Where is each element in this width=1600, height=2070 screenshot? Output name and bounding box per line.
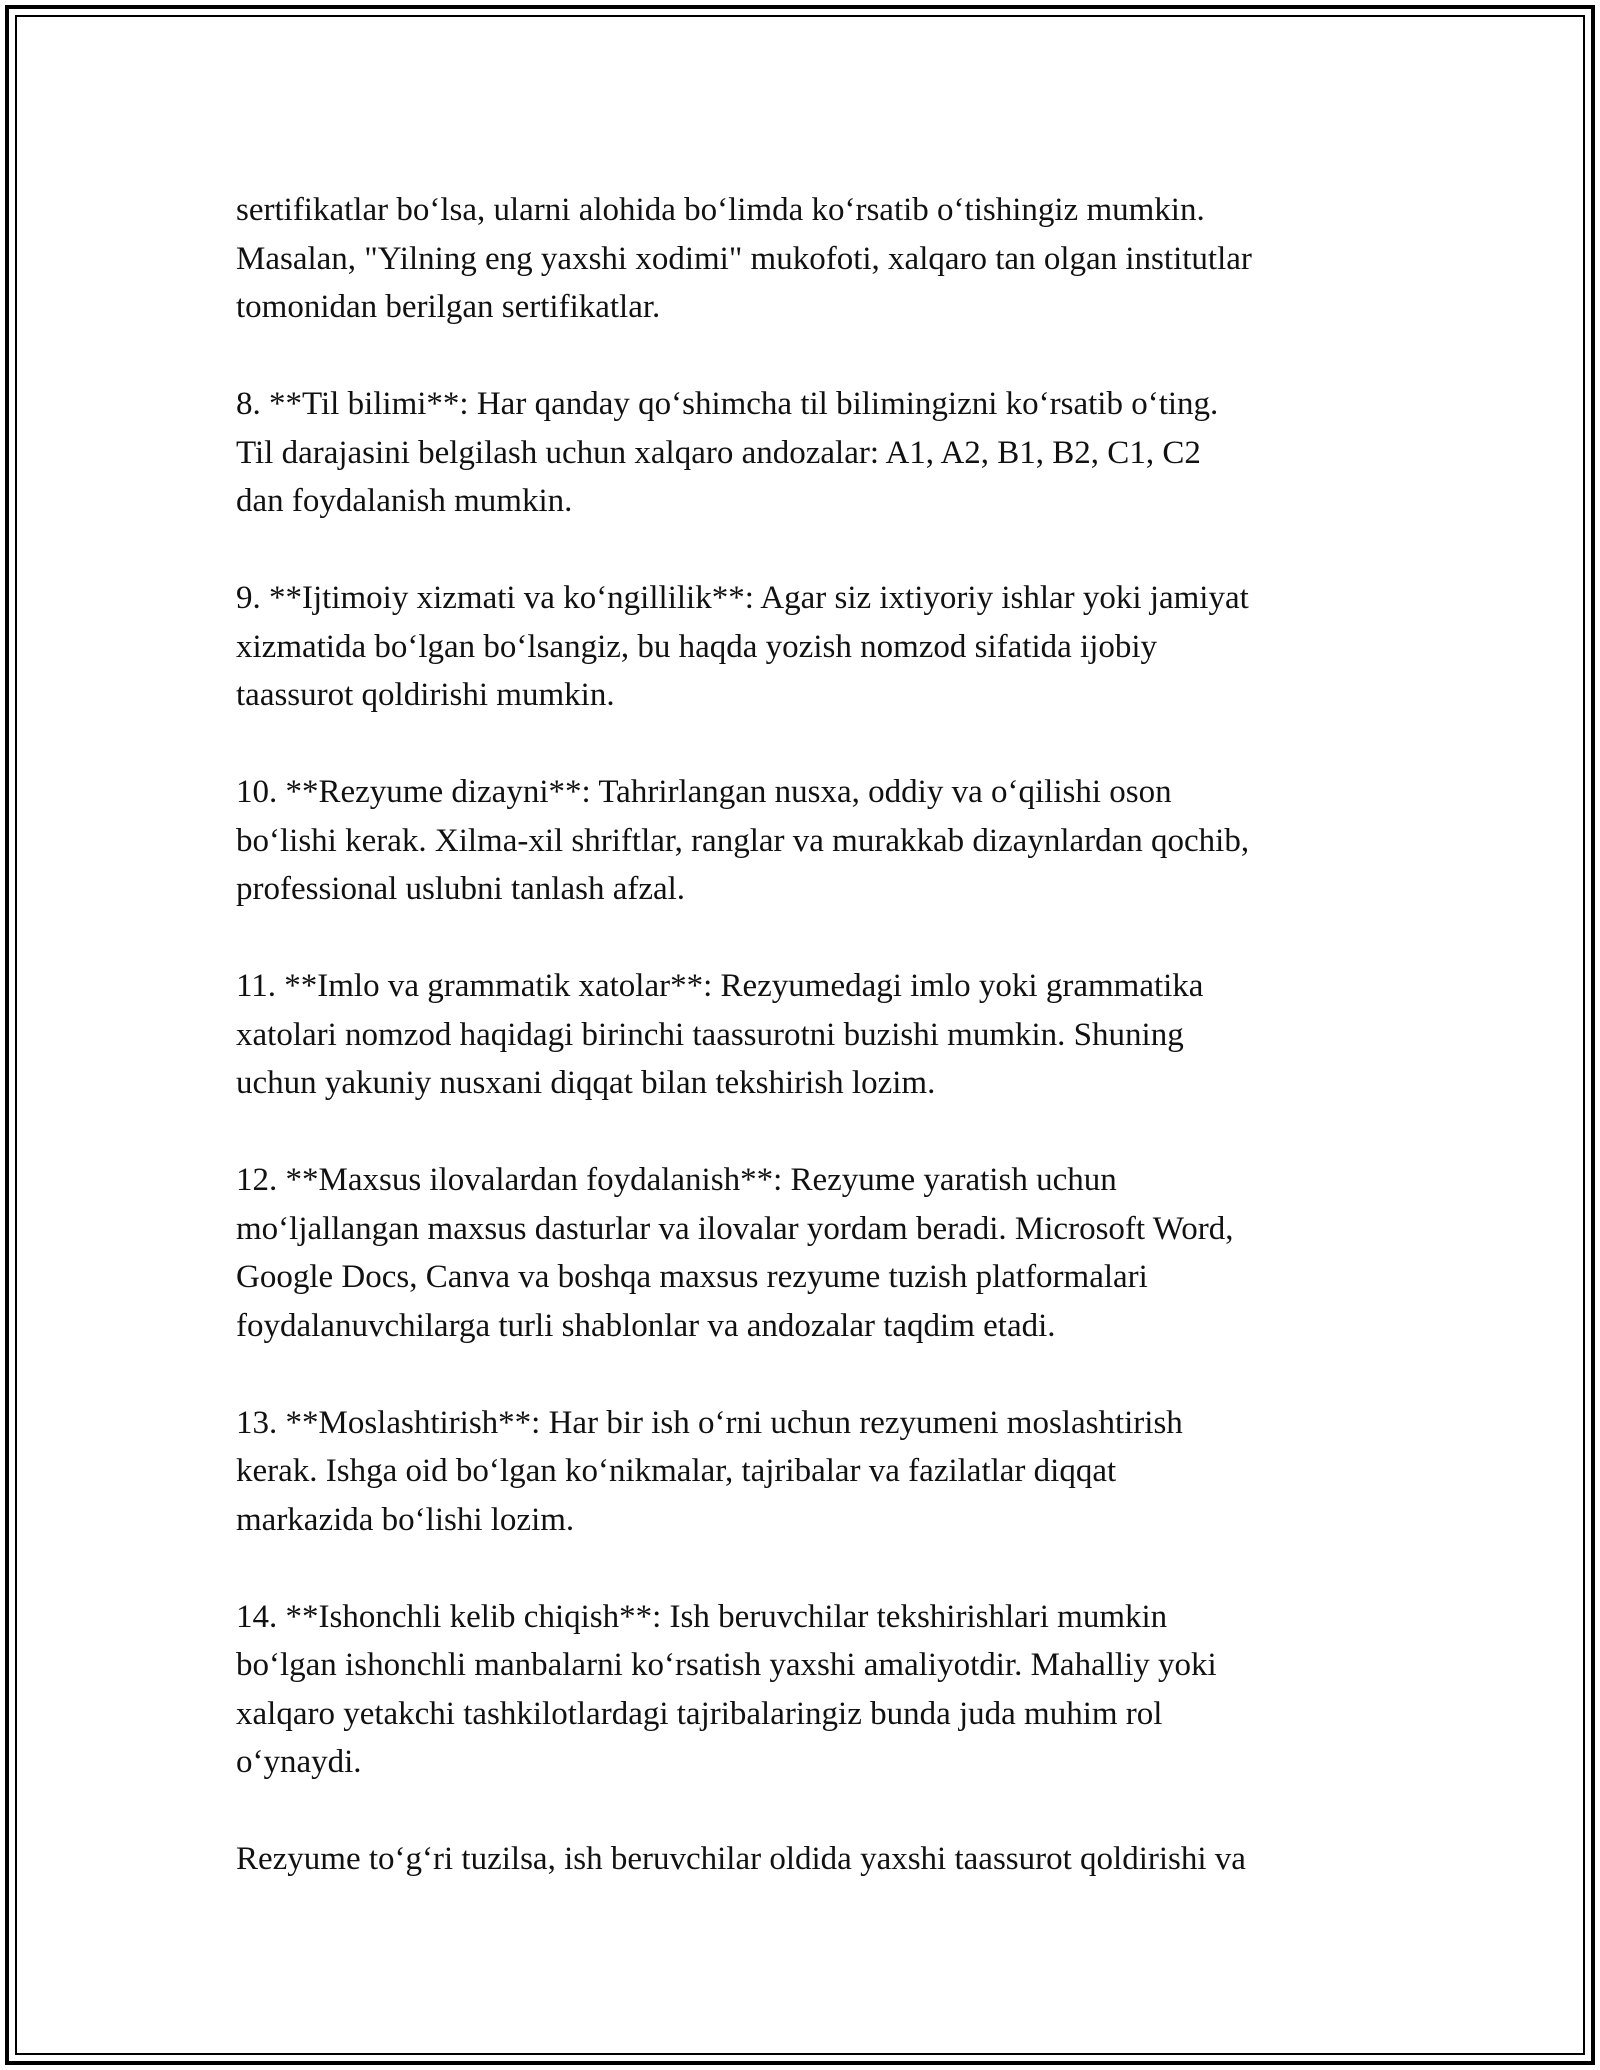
text-line: tomonidan berilgan sertifikatlar. (236, 289, 661, 325)
text-line: foydalanuvchilarga turli shablonlar va andozalar taqdim etadi. (236, 1307, 1056, 1344)
document-body (236, 186, 1386, 1932)
text-line: 12. **Maxsus ilovalardan foydalanish**: Rezyume yaratish uchun (236, 1162, 1117, 1198)
paragraph-certificates (236, 186, 1386, 332)
text-line: Til darajasini belgilash uchun xalqaro andozalar: A1, A2, B1, B2, C1, C2 (236, 434, 1201, 471)
list-item-9-volunteering (236, 574, 1386, 720)
text-line: bo‘lgan ishonchli manbalarni ko‘rsatish yaxshi amaliyotdir. Mahalliy yoki (236, 1647, 1217, 1683)
text-line: Google Docs, Canva va boshqa maxsus rezyume tuzish platformalari (236, 1259, 1148, 1295)
text-line: 11. **Imlo va grammatik xatolar**: Rezyumedagi imlo yoki grammatika (236, 968, 1204, 1004)
text-line: 10. **Rezyume dizayni**: Tahrirlangan nusxa, oddiy va o‘qilishi oson (236, 774, 1172, 810)
text-line: Masalan, "Yilning eng yaxshi xodimi" mukofoti, xalqaro tan olgan institutlar (236, 240, 1252, 277)
text-line: uchun yakuniy nusxani diqqat bilan tekshirish lozim. (236, 1065, 936, 1101)
text-line: xalqaro yetakchi tashkilotlardagi tajribalaringiz bunda juda muhim rol (236, 1695, 1163, 1732)
text-line: 9. **Ijtimoiy xizmati va ko‘ngillilik**: Agar siz ixtiyoriy ishlar yoki jamiyat (236, 580, 1249, 616)
text-line: Rezyume to‘g‘ri tuzilsa, ish beruvchilar oldida yaxshi taassurot qoldirishi va (236, 1841, 1246, 1877)
text-line: markazida bo‘lishi lozim. (236, 1501, 575, 1538)
text-line: taassurot qoldirishi mumkin. (236, 677, 615, 713)
paragraph-conclusion (236, 1835, 1386, 1884)
text-line: kerak. Ishga oid bo‘lgan ko‘nikmalar, tajribalar va fazilatlar diqqat (236, 1453, 1117, 1489)
list-item-13-customization (236, 1399, 1386, 1545)
text-line: bo‘lishi kerak. Xilma-xil shriftlar, ranglar va murakkab dizaynlardan qochib, (236, 822, 1250, 859)
text-line: 13. **Moslashtirish**: Har bir ish o‘rni uchun rezyumeni moslashtirish (236, 1404, 1183, 1441)
text-line: o‘ynaydi. (236, 1744, 362, 1780)
text-line: xizmatida bo‘lgan bo‘lsangiz, bu haqda yozish nomzod sifatida ijobiy (236, 628, 1158, 665)
list-item-10-resume-design (236, 768, 1386, 914)
list-item-14-reliable-background (236, 1593, 1386, 1787)
list-item-11-spelling-grammar (236, 962, 1386, 1108)
list-item-12-special-apps (236, 1156, 1386, 1350)
text-line: professional uslubni tanlash afzal. (236, 871, 686, 907)
text-line: mo‘ljallangan maxsus dasturlar va ilovalar yordam beradi. Microsoft Word, (236, 1210, 1234, 1247)
text-line: 14. **Ishonchli kelib chiqish**: Ish beruvchilar tekshirishlari mumkin (236, 1598, 1168, 1635)
text-line: 8. **Til bilimi**: Har qanday qo‘shimcha til bilimingizni ko‘rsatib o‘ting. (236, 386, 1219, 422)
list-item-8-language-skills (236, 380, 1386, 526)
text-line: xatolari nomzod haqidagi birinchi taassurotni buzishi mumkin. Shuning (236, 1016, 1184, 1053)
text-line: sertifikatlar bo‘lsa, ularni alohida bo‘limda ko‘rsatib o‘tishingiz mumkin. (236, 192, 1205, 228)
text-line: dan foydalanish mumkin. (236, 483, 573, 519)
